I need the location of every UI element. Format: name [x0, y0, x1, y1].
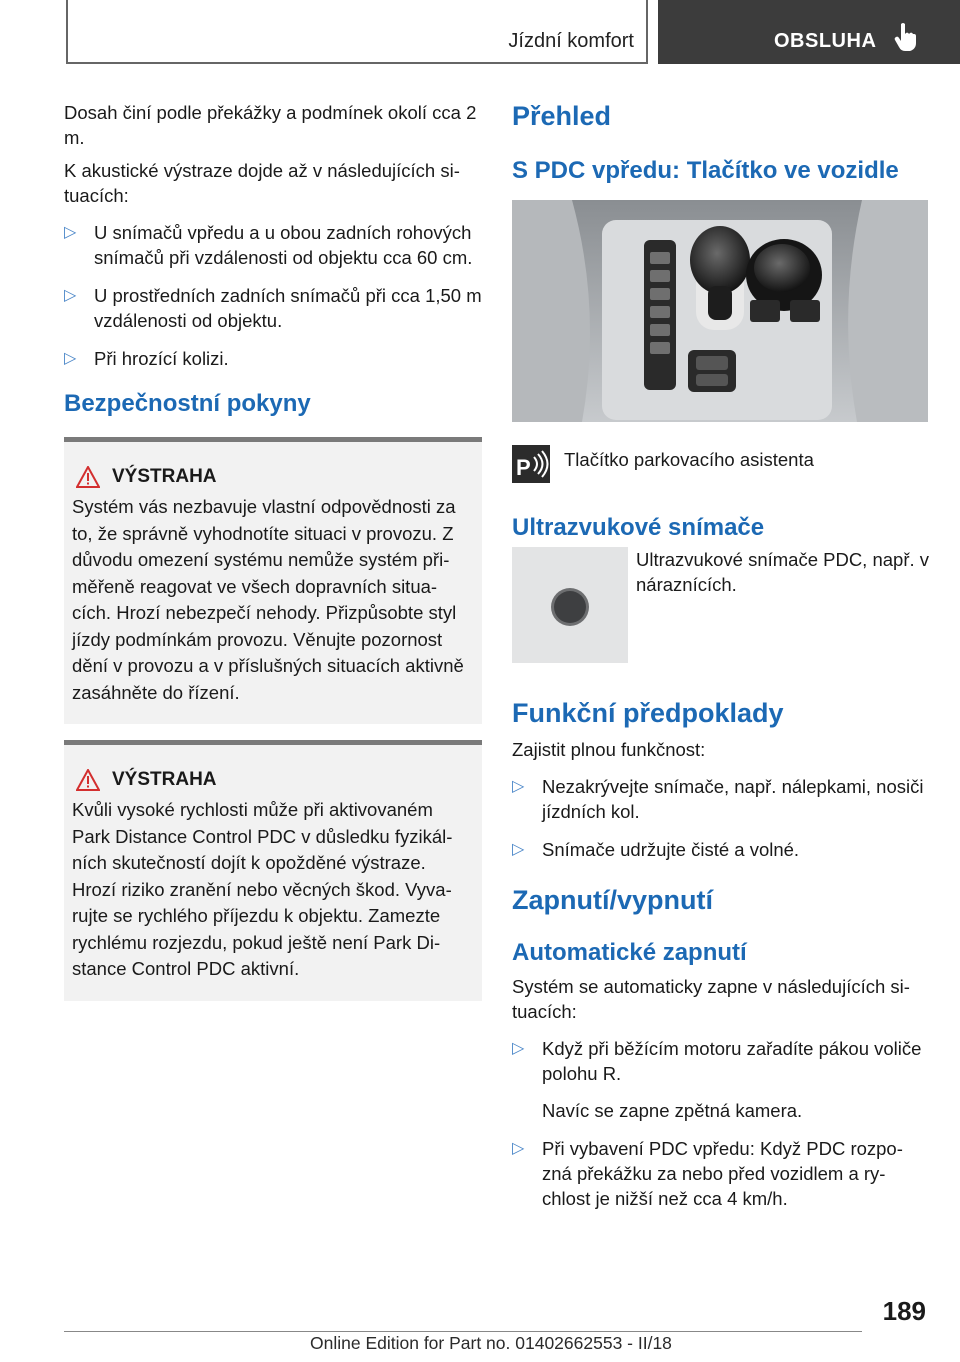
triangle-bullet-icon: ▷: [64, 350, 77, 367]
auto-on-heading: Automatické zapnutí: [512, 939, 747, 966]
auto-intro: Systém se automaticky zapne v následujících si-tuacích:: [512, 976, 910, 1022]
center-console-photo: [512, 200, 928, 422]
triangle-bullet-icon: ▷: [64, 224, 77, 241]
warning-triangle-icon: [76, 466, 100, 488]
footer-divider: [64, 1331, 862, 1332]
acoustic-list: [64, 220, 482, 371]
warning-box: [64, 740, 482, 1001]
requirements-list: [512, 774, 930, 862]
header-section-title: Jízdní komfort: [508, 30, 634, 52]
warning-text: Systém vás nezbavuje vlastní odpovědnosti za to, že správně vyhodnotíte situaci v provozu. Z důvodu omezení systému nemůže systém při-měřeně reagovat ve všech dopravních situa-cích. Hrozí nebezpečí nehody. Přizpůsobte styl jízdy podmínkám provozu. Věnujte pozornost dění v provozu a v příslušných situacích aktivně zasáhněte do řízení.: [72, 496, 464, 703]
caption-text: Tlačítko parkovacího asistenta: [564, 449, 814, 470]
triangle-bullet-icon: ▷: [512, 1140, 525, 1157]
warning-triangle-icon: [76, 769, 100, 791]
figure-caption: [512, 445, 930, 483]
header-chapter-title: OBSLUHA: [774, 30, 877, 52]
park-assist-button-icon: [512, 445, 550, 483]
warning-title-row: VÝSTRAHA: [72, 769, 474, 791]
header-section-box: [66, 0, 648, 64]
list-item: ▷ Snímače udržujte čisté a volné.: [512, 839, 800, 860]
header-chapter-box: [658, 0, 960, 64]
warning-box: [64, 437, 482, 724]
triangle-bullet-icon: ▷: [64, 287, 77, 304]
list-item: ▷ U prostředních zadních snímačů při cca 1,50 m vzdálenosti od objektu.: [64, 285, 482, 331]
list-item: ▷ Při vybavení PDC vpředu: Když PDC rozpo-zná překážku za nebo před vozidlem a ry-chlost je nižší než cca 4 km/h.: [512, 1138, 903, 1209]
list-item: ▷ Při hrozící kolizi.: [64, 348, 229, 369]
sensor-figure-row: [512, 547, 930, 663]
svg-text:P: P: [516, 455, 531, 480]
onoff-heading: Zapnutí/vypnutí: [512, 885, 713, 915]
warning-title-row: VÝSTRAHA: [72, 466, 474, 488]
triangle-bullet-icon: ▷: [512, 778, 525, 795]
right-column: [512, 100, 930, 1224]
list-item: ▷ Když při běžícím motoru zařadíte pákou voliče polohu R. Navíc se zapne zpětná kamera.: [512, 1038, 922, 1121]
triangle-bullet-icon: ▷: [512, 841, 525, 858]
range-paragraph: Dosah činí podle překážky a podmínek okolí cca 2 m.: [64, 102, 477, 148]
requirements-heading: Funkční předpoklady: [512, 698, 784, 728]
triangle-bullet-icon: ▷: [512, 1040, 525, 1057]
ultrasonic-sensor-photo: [512, 547, 628, 663]
footer-edition: Online Edition for Part no. 01402662553 - II/18: [310, 1333, 672, 1353]
sensors-heading: Ultrazvukové snímače: [512, 514, 765, 541]
left-column: [64, 100, 482, 1001]
safety-heading: Bezpečnostní pokyny: [64, 390, 311, 417]
warning-text: Kvůli vysoké rychlosti může při aktivovaném Park Distance Control PDC v důsledku fyzikál-ních skutečností dojít k opožděné výstraze. Hrozí riziko zranění nebo věcných škod. Vyva-rujte se rychlého příjezdu k objektu. Zamezte rychlému rozjezdu, pokud ještě není Park Di-stance Control PDC aktivní.: [72, 799, 453, 979]
list-item: ▷ U snímačů vpředu a u obou zadních rohových snímačů při vzdálenosti od objektu cca 60 cm.: [64, 222, 473, 268]
acoustic-intro: K akustické výstraze dojde až v následujících si-tuacích:: [64, 160, 460, 206]
overview-heading: Přehled: [512, 101, 612, 131]
hand-pointer-icon: [894, 22, 918, 52]
sensors-text: Ultrazvukové snímače PDC, např. v náraznících.: [636, 549, 930, 595]
requirements-intro: Zajistit plnou funkčnost:: [512, 739, 706, 760]
button-heading: S PDC vpředu: Tlačítko ve vozidle: [512, 157, 899, 184]
list-item: ▷ Nezakrývejte snímače, např. nálepkami, nosiči jízdních kol.: [512, 776, 924, 822]
page-number: 189: [882, 1296, 926, 1326]
auto-list: [512, 1036, 930, 1211]
